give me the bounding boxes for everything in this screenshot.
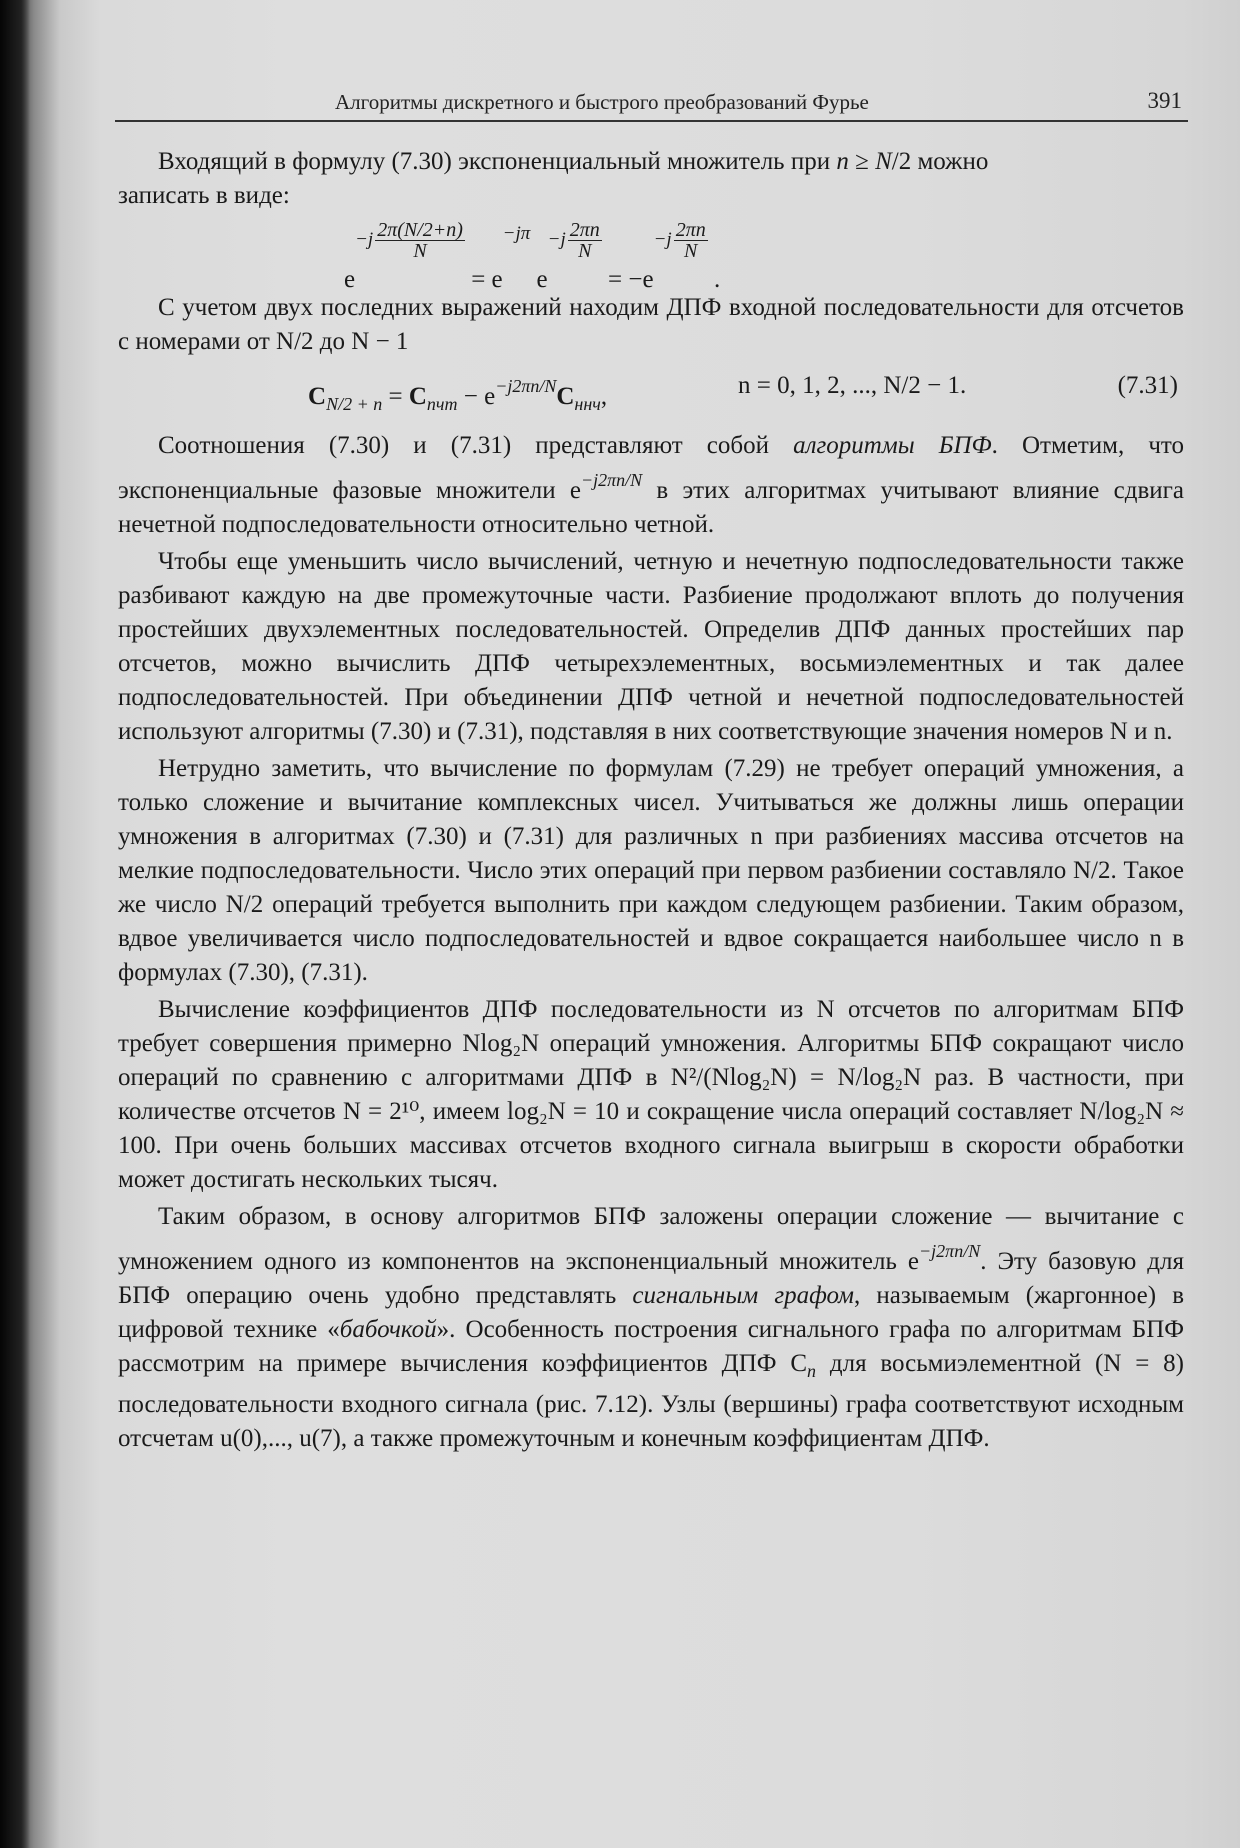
page-number: 391	[1147, 88, 1182, 113]
paragraph-3-text-c: в этих алгоритмах учитывают влияние сдвига нечетной подпоследовательности относительно четной.	[118, 477, 1184, 538]
page-header	[115, 86, 1188, 122]
term-butterfly: бабочкой	[339, 1316, 437, 1343]
phase-factor-base: e	[569, 477, 581, 504]
fraction-3-denominator: N	[578, 240, 592, 263]
coef-C-lhs: C	[308, 383, 327, 410]
exp-term-4-exponent	[653, 219, 708, 263]
formula-7-31	[118, 365, 1184, 415]
comma: ,	[600, 383, 608, 410]
phase-exponent: −j2πn/N	[495, 376, 557, 396]
exp-prefix-1: −j	[355, 229, 374, 250]
exp-term-1	[344, 219, 465, 293]
index-range: n = 0, 1, 2, ..., N/2 − 1.	[738, 372, 967, 399]
paragraph-1-line-2: записать в виде:	[118, 182, 290, 209]
fraction-4-numerator: 2πn	[675, 219, 706, 242]
fraction-4-denominator: N	[684, 240, 698, 263]
formula-7-31-expression	[308, 369, 607, 421]
paragraph-7-text-d: ». Особенность построения сигнального графа по алгоритмам БПФ рассмотрим на примере вычисления коэффициентов ДПФ C	[118, 1316, 1184, 1377]
exp-fraction-1	[375, 220, 465, 261]
coef-C-nnch-sub: ннч	[574, 394, 601, 414]
running-title: Алгоритмы дискретного и быстрого преобразований Фурье	[335, 90, 869, 114]
exp-term-1-exponent	[355, 219, 465, 263]
paragraph-5: Нетрудно заметить, что вычисление по формулам (7.29) не требует операций умножения, а только сложение и вычитание комплексных чисел. Учитываться же должны лишь операции умножения в алгоритмах (7.30) и (7.31) для различных n при разбиениях массива отсчетов на мелкие подпоследовательности. Число этих операций при первом разбиении составляло N/2. Такое же число N/2 операций требуется выполнить при каждом следующем разбиении. Таким образом, вдвое увеличивается число подпоследовательностей и вдвое сокращается наибольшее число n в формулах (7.30), (7.31).	[118, 755, 1184, 986]
formula-1-period: .	[707, 266, 721, 293]
exp-base-1: e	[344, 266, 356, 293]
header-rule	[115, 120, 1188, 122]
term-signal-graph: сигнальным графом	[632, 1282, 855, 1309]
paragraph-7	[118, 1200, 1184, 1456]
var-n: n	[836, 148, 849, 175]
paragraph-7-text-b: . Эту базовую для БПФ операцию очень удобно представлять	[118, 1248, 1184, 1309]
relation-geq: ≥	[848, 148, 876, 175]
paragraph-7-text-e: для восьмиэлементной (N = 8) последовательности входного сигнала (рис. 7.12). Узлы (вершины) графа соответствуют исходным отсчетам u(0),..., u(7), а также промежуточным и конечным коэффициентам ДПФ.	[118, 1350, 1185, 1452]
exp-prefix-3: −j	[547, 229, 566, 250]
exp-term-3-exponent	[547, 219, 602, 263]
exp-fraction-3	[568, 220, 602, 261]
equation-number: (7.31)	[1117, 372, 1178, 399]
paragraph-3	[118, 429, 1184, 542]
equals-e: = e	[471, 266, 503, 293]
paragraph-1	[118, 145, 1184, 213]
fraction-3-numerator: 2πn	[569, 219, 600, 242]
book-spine-shadow	[0, 0, 30, 1848]
minus-e: − e	[457, 383, 496, 410]
equals-sign: =	[382, 383, 409, 410]
formula-1-row	[344, 217, 721, 293]
coef-C-pcht: C	[408, 383, 427, 410]
phase-factor-base-2: e	[907, 1248, 920, 1275]
paragraph-2: С учетом двух последних выражений находим ДПФ входной последовательности для отсчетов с номерами от N/2 до N − 1	[118, 294, 1184, 355]
exp-prefix-4: −j	[653, 229, 672, 250]
paragraph-4: Чтобы еще уменьшить число вычислений, четную и нечетную подпоследовательности также разбивают каждую на две промежуточные части. Разбиение продолжают вплоть до получения простейших двухэлементных последовательностей. Определив ДПФ данных простейших пар отсчетов, можно вычислить ДПФ четырехэлементных, восьмиэлементных и так далее подпоследовательностей. При объединении ДПФ четной и нечетной подпоследовательностей используют алгоритмы (7.30) и (7.31), подставляя в них соответствующие значения номеров N и n.	[118, 548, 1184, 745]
paragraph-1-tail: /2 можно	[891, 148, 989, 175]
page-body	[118, 145, 1184, 1456]
exp-minus-j-pi: −jπ	[502, 223, 531, 244]
coef-subscript-n: n	[807, 1361, 817, 1381]
equals-minus-e: = −e	[608, 266, 654, 293]
paragraph-3-text-a: Соотношения (7.30) и (7.31) представляют собой	[158, 432, 794, 459]
paragraph-7-text-c: , называемым (жаргонное) в цифровой технике «	[118, 1282, 1184, 1343]
coef-C-nnch: C	[556, 383, 575, 410]
exp-base-3: e	[536, 266, 548, 293]
exp-term-3	[536, 219, 602, 293]
paragraph-7-text-a: Таким образом, в основу алгоритмов БПФ заложены операции сложение — вычитание с умножением одного из компонентов на экспоненциальный множитель	[118, 1203, 1184, 1275]
coef-C-lhs-sub: N/2 + n	[326, 394, 383, 414]
fraction-1-denominator: N	[413, 240, 427, 263]
phase-factor-exponent-2: −j2πn/N	[919, 1241, 981, 1261]
term-fft-algorithms: алгоритмы БПФ	[793, 432, 992, 459]
fraction-1-numerator: 2π(N/2+n)	[377, 219, 463, 242]
formula-exponent-identity	[118, 213, 1184, 291]
paragraph-6: Вычисление коэффициентов ДПФ последовательности из N отсчетов по алгоритмам БПФ требует совершения примерно Nlog₂N операций умножения. Алгоритмы БПФ сокращают число операций по сравнению с алгоритмами ДПФ в N²/(Nlog₂N) = N/log₂N раз. В частности, при количестве отсчетов N = 2¹⁰, имеем log₂N = 10 и сокращение числа операций составляет N/log₂N ≈ 100. При очень больших массивах отсчетов входного сигнала выигрыш в скорости обработки может достигать нескольких тысяч.	[118, 996, 1184, 1193]
phase-factor-exponent: −j2πn/N	[580, 470, 643, 490]
coef-C-pcht-sub: пчт	[426, 394, 458, 414]
exp-fraction-4	[674, 220, 708, 261]
paragraph-1-text-a: Входящий в формулу (7.30) экспоненциальный множитель при	[158, 148, 837, 175]
paragraph-3-text-b: . Отметим, что экспоненциальные фазовые множители	[118, 432, 1184, 504]
var-N: N	[875, 148, 892, 175]
